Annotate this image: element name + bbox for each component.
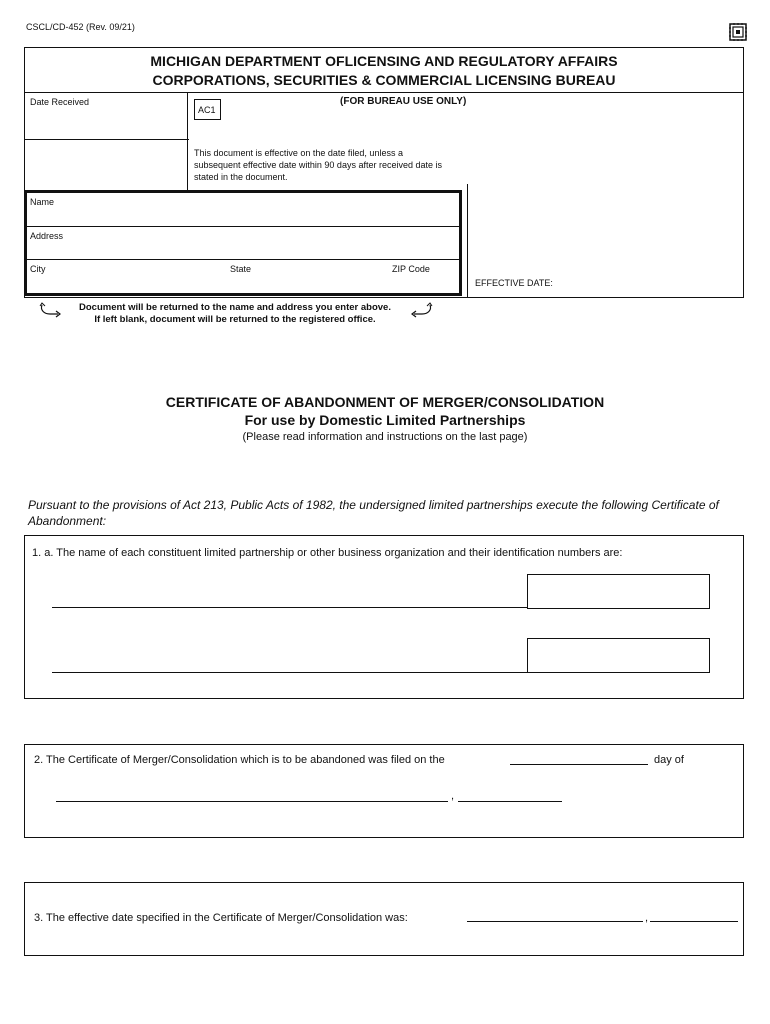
item2-text: 2. The Certificate of Merger/Consolidation which is to be abandoned was filed on the bbox=[34, 754, 445, 766]
item1-text: 1. a. The name of each constituent limited partnership or other business organization and their identification numbers are: bbox=[32, 547, 623, 559]
filed-year-field[interactable] bbox=[460, 787, 560, 801]
name-field[interactable] bbox=[30, 208, 450, 224]
address-label: Address bbox=[30, 231, 64, 241]
bureau-use-label: (FOR BUREAU USE ONLY) bbox=[340, 96, 467, 107]
state-field[interactable] bbox=[230, 275, 380, 291]
agency-name: MICHIGAN DEPARTMENT OFLICENSING AND REGULATORY AFFAIRS bbox=[150, 53, 618, 69]
item2-comma: , bbox=[451, 790, 455, 802]
bureau-name: CORPORATIONS, SECURITIES & COMMERCIAL LICENSING BUREAU bbox=[152, 72, 616, 88]
filed-day-line bbox=[510, 764, 648, 765]
preamble: Pursuant to the provisions of Act 213, Public Acts of 1982, the undersigned limited partnerships execute the following Certificate of Abandonment: bbox=[28, 498, 719, 528]
instructions-note: (Please read information and instructions on the last page) bbox=[242, 431, 528, 443]
name-label: Name bbox=[30, 197, 55, 207]
ac-code-box: AC1 bbox=[194, 99, 221, 120]
entity-name-line-1 bbox=[52, 607, 528, 608]
effective-date-line bbox=[467, 921, 643, 922]
state-label: State bbox=[230, 264, 252, 274]
item1-box bbox=[24, 535, 744, 699]
item3-text: 3. The effective date specified in the Certificate of Merger/Consolidation was: bbox=[34, 912, 408, 924]
entity-name-line-2 bbox=[52, 672, 528, 673]
zip-field[interactable] bbox=[392, 275, 457, 291]
filed-year-line bbox=[458, 801, 562, 802]
filed-month-line bbox=[56, 801, 448, 802]
date-received-divider bbox=[24, 139, 189, 140]
item3-comma: , bbox=[645, 912, 649, 924]
city-label: City bbox=[30, 264, 46, 274]
address-field[interactable] bbox=[30, 242, 450, 258]
michigan-seal-icon bbox=[728, 22, 748, 42]
city-field[interactable] bbox=[30, 275, 220, 291]
day-of-label: day of bbox=[654, 754, 684, 766]
return-arrow-right-icon bbox=[408, 301, 434, 319]
document-title: CERTIFICATE OF ABANDONMENT OF MERGER/CONSOLIDATION bbox=[165, 394, 605, 410]
form-number: CSCL/CD-452 (Rev. 09/21) bbox=[26, 22, 135, 32]
effective-year-line bbox=[650, 921, 738, 922]
return-note-line2: If left blank, document will be returned to the registered office. bbox=[94, 314, 376, 325]
entity-name-field-2[interactable] bbox=[54, 655, 524, 671]
return-note-line1: Document will be returned to the name and address you enter above. bbox=[79, 302, 391, 313]
effective-year-field[interactable] bbox=[652, 907, 737, 921]
effective-date-divider bbox=[467, 184, 468, 297]
effective-notice: This document is effective on the date filed, unless a subsequent effective date within 90 days after received date is stated in the document. bbox=[194, 148, 442, 182]
entity-name-field-1[interactable] bbox=[54, 590, 524, 606]
address-row-divider bbox=[24, 259, 462, 260]
zip-label: ZIP Code bbox=[392, 264, 430, 274]
entity-id-field-1[interactable] bbox=[527, 574, 710, 609]
document-subtitle: For use by Domestic Limited Partnerships bbox=[244, 412, 526, 428]
name-row-divider bbox=[24, 226, 462, 227]
entity-id-field-2[interactable] bbox=[527, 638, 710, 673]
filed-day-field[interactable] bbox=[512, 750, 648, 764]
effective-date-label: EFFECTIVE DATE: bbox=[475, 278, 553, 288]
filed-month-field[interactable] bbox=[58, 787, 446, 801]
date-received-label: Date Received bbox=[30, 97, 90, 107]
effective-date-field[interactable] bbox=[469, 907, 643, 921]
